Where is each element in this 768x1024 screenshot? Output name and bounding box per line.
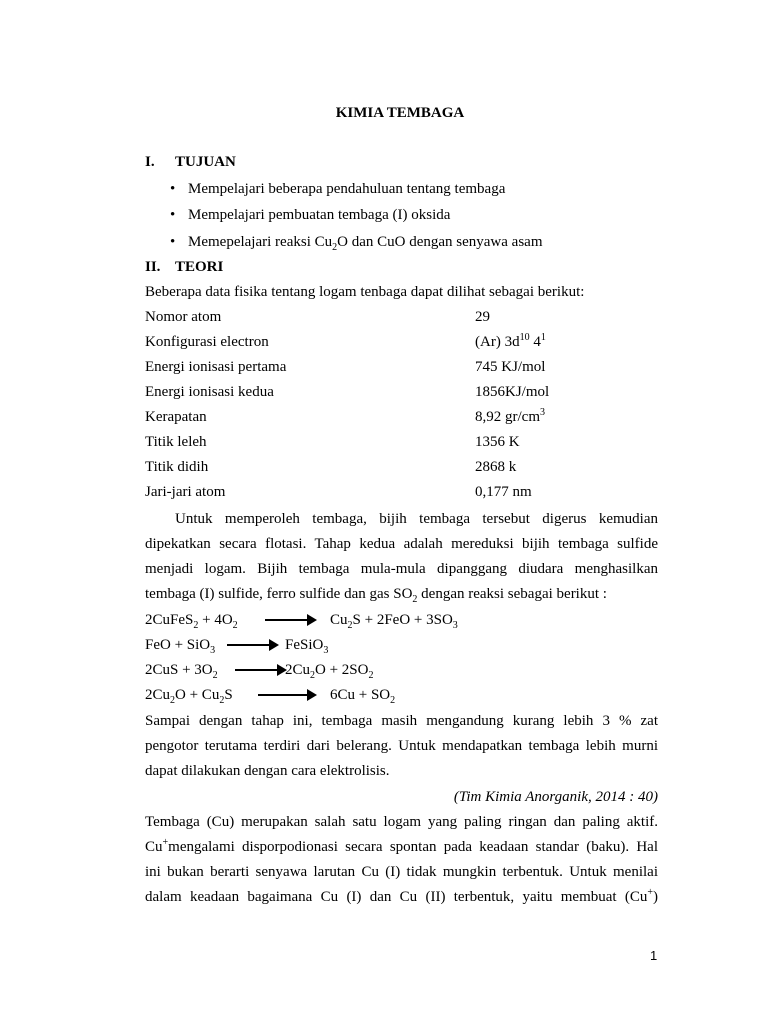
page-number: 1	[650, 948, 658, 963]
paragraph-line: dalam keadaan bagaimana Cu (I) dan Cu (II) terbentuk, yaitu membuat (Cu+)	[145, 887, 658, 905]
list-item: • Mempelajari beberapa pendahuluan tentang tembaga	[170, 181, 506, 197]
property-row: Titik didih 2868 k	[145, 459, 517, 475]
reaction-equation	[145, 661, 218, 679]
reaction-reactants: FeO + SiO$_3$	[145, 637, 216, 656]
property-row: Nomor atom 29	[145, 309, 490, 325]
reaction-arrow-icon	[235, 669, 285, 671]
bullet-icon: •	[170, 234, 176, 250]
section-heading-tujuan	[145, 153, 236, 171]
paragraph-line: dapat dilakukan dengan cara elektrolisis.	[145, 763, 390, 779]
property-row: Konfigurasi electron (Ar) $3d^{10}$ $4^1$	[145, 332, 546, 350]
property-row: Energi ionisasi pertama 745 KJ/mol	[145, 359, 546, 375]
list-item: • Mempelajari pembuatan tembaga (I) oksida	[170, 207, 451, 223]
bullet-icon: •	[170, 207, 176, 223]
section-number: I.	[145, 154, 155, 170]
intro-text: Beberapa data fisika tentang logam tenbaga dapat dilihat sebagai berikut:	[145, 284, 585, 300]
citation: (Tim Kimia Anorganik, 2014 : 40)	[453, 789, 658, 805]
reaction-reactants: $2Cu_2O + Cu_2S$	[145, 687, 233, 706]
reaction-arrow-icon	[265, 619, 315, 621]
paragraph-line: Sampai dengan tahap ini, tembaga masih mengandung kurang lebih 3 % zat	[145, 713, 658, 729]
reaction-reactants: 2CuFeS$_2$ + $4O_2$	[145, 612, 238, 631]
reaction-equation	[145, 636, 215, 654]
paragraph-line: dipekatkan secara flotasi. Tahap kedua adalah mereduksi bijih tembaga sulfide	[145, 536, 658, 552]
reaction-products: FeSiO$_3$	[285, 637, 329, 656]
property-row: Jari-jari atom 0,177 nm	[145, 484, 532, 500]
reaction-reactants: $2CuS + 3O_2$	[145, 662, 218, 681]
section-label: TEORI	[175, 259, 224, 275]
section-label: TUJUAN	[175, 154, 236, 170]
list-item: • Memepelajari reaksi $Cu_2O$ dan CuO dengan senyawa asam	[170, 234, 543, 253]
reaction-equation	[145, 686, 233, 704]
section-number: II.	[145, 259, 161, 275]
bullet-icon: •	[170, 181, 176, 197]
property-row: Energi ionisasi kedua 1856KJ/mol	[145, 384, 550, 400]
paragraph-line: tembaga (I) sulfide, ferro sulfide dan gas $SO_2$ dengan reaksi sebagai berikut :	[145, 586, 607, 605]
reaction-products: $6Cu + SO_2$	[330, 687, 396, 706]
paragraph-line: pengotor terutama terdiri dari belerang. Untuk mendapatkan tembaga lebih murni	[145, 738, 658, 754]
reaction-arrow-icon	[258, 694, 315, 696]
paragraph-line: menjadi logam. Bijih tembaga mula-mula dipanggang diudara menghasilkan	[145, 561, 658, 577]
property-row: Titik leleh 1356 K	[145, 434, 520, 450]
reaction-arrow-icon	[227, 644, 277, 646]
paragraph-line: Untuk memperoleh tembaga, bijih tembaga tersebut digerus kemudian	[175, 511, 658, 527]
page-title: KIMIA TEMBAGA	[335, 105, 465, 121]
reaction-equation	[145, 611, 238, 629]
property-row: Kerapatan 8,92 $gr/cm^3$	[145, 407, 545, 425]
section-heading-teori	[145, 258, 223, 276]
reaction-products: $2Cu_2O + 2SO_2$	[285, 662, 374, 681]
paragraph-line: ini bukan berarti senyawa larutan Cu (I) tidak mungkin terbentuk. Untuk menilai	[145, 864, 658, 880]
paragraph-line: Tembaga (Cu) merupakan salah satu logam yang paling ringan dan paling aktif.	[145, 814, 658, 830]
paragraph-line: Cu+mengalami disporpodionasi secara spontan pada keadaan standar (baku). Hal	[145, 837, 658, 855]
reaction-products: $Cu_2S + 2FeO + 3SO_3$	[330, 612, 458, 631]
